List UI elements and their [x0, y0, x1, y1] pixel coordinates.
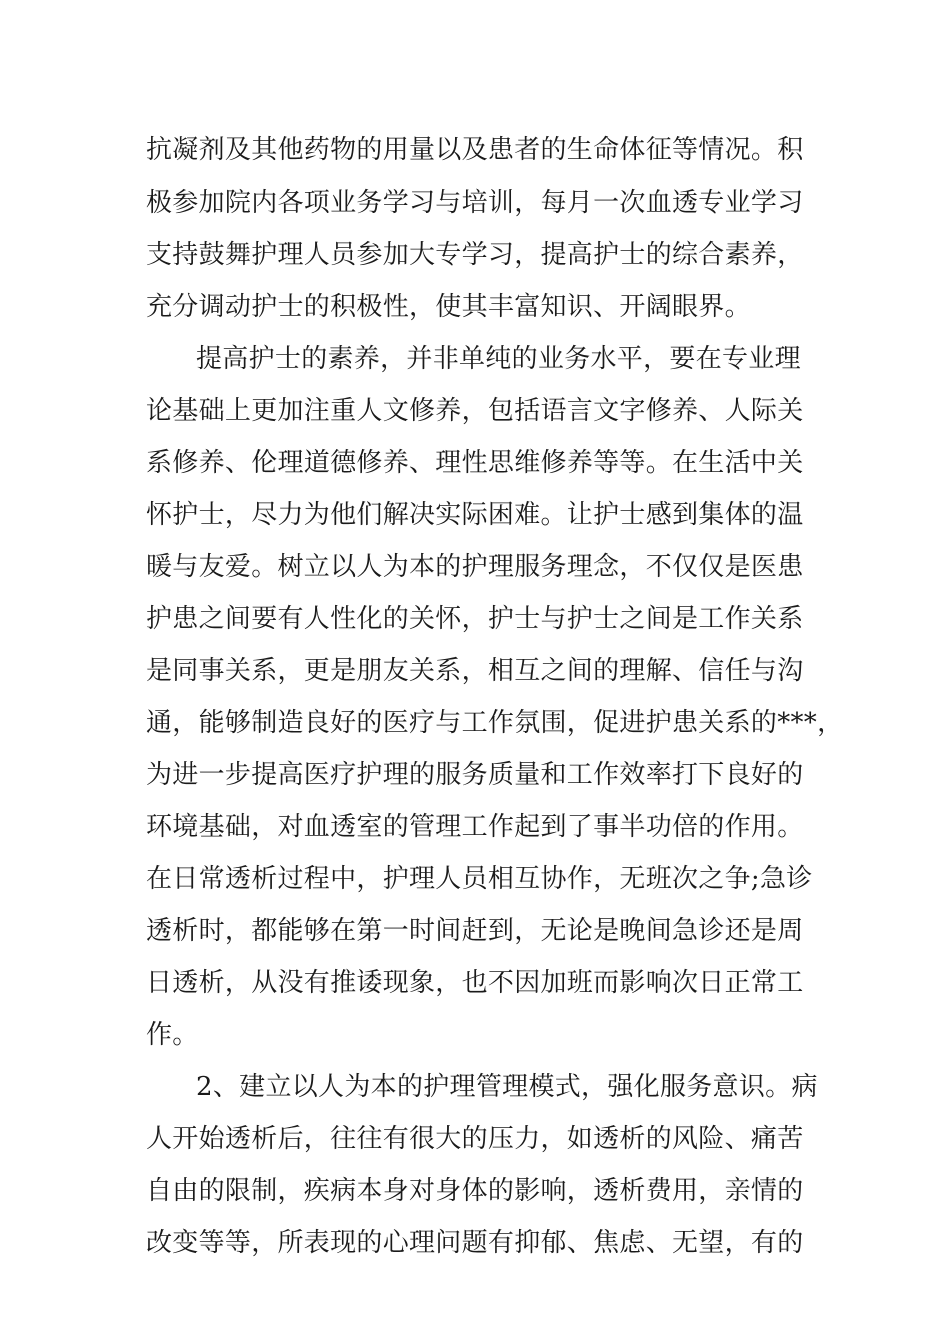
text-line: 作。	[146, 1020, 199, 1050]
text-line: 护患之间要有人性化的关怀，护士与护士之间是工作关系	[146, 604, 804, 634]
text-line: 极参加院内各项业务学习与培训，每月一次血透专业学习	[146, 188, 804, 218]
text-line: 支持鼓舞护理人员参加大专学习，提高护士的综合素养，	[146, 240, 804, 270]
text-line: 抗凝剂及其他药物的用量以及患者的生命体征等情况。积	[146, 135, 804, 165]
paragraph-first-line: 提高护士的素养，并非单纯的业务水平，要在专业理	[196, 344, 801, 374]
text-line: 怀护士，尽力为他们解决实际困难。让护士感到集体的温	[146, 500, 804, 530]
text-line: 在日常透析过程中，护理人员相互协作，无班次之争;急诊	[146, 864, 813, 894]
text-line: 是同事关系，更是朋友关系，相互之间的理解、信任与沟	[146, 656, 804, 686]
text-line: 系修养、伦理道德修养、理性思维修养等等。在生活中关	[146, 448, 804, 478]
text-line: 日透析，从没有推诿现象，也不因加班而影响次日正常工	[146, 968, 804, 998]
text-line: 论基础上更加注重人文修养，包括语言文字修养、人际关	[146, 396, 804, 426]
text-line: 透析时，都能够在第一时间赶到，无论是晚间急诊还是周	[146, 916, 804, 946]
text-line: 环境基础，对血透室的管理工作起到了事半功倍的作用。	[146, 812, 804, 842]
text-line: 通，能够制造良好的医疗与工作氛围，促进护患关系的***，	[146, 708, 844, 738]
text-line: 充分调动护士的积极性，使其丰富知识、开阔眼界。	[146, 292, 751, 322]
text-line: 暖与友爱。树立以人为本的护理服务理念，不仅仅是医患	[146, 552, 804, 582]
text-line: 为进一步提高医疗护理的服务质量和工作效率打下良好的	[146, 760, 804, 790]
text-line: 自由的限制，疾病本身对身体的影响，透析费用，亲情的	[146, 1176, 804, 1206]
paragraph-first-line: 2、建立以人为本的护理管理模式，强化服务意识。病	[196, 1072, 818, 1102]
text-line: 改变等等，所表现的心理问题有抑郁、焦虑、无望，有的	[146, 1228, 804, 1258]
text-line: 人开始透析后，往往有很大的压力，如透析的风险、痛苦	[146, 1124, 804, 1154]
